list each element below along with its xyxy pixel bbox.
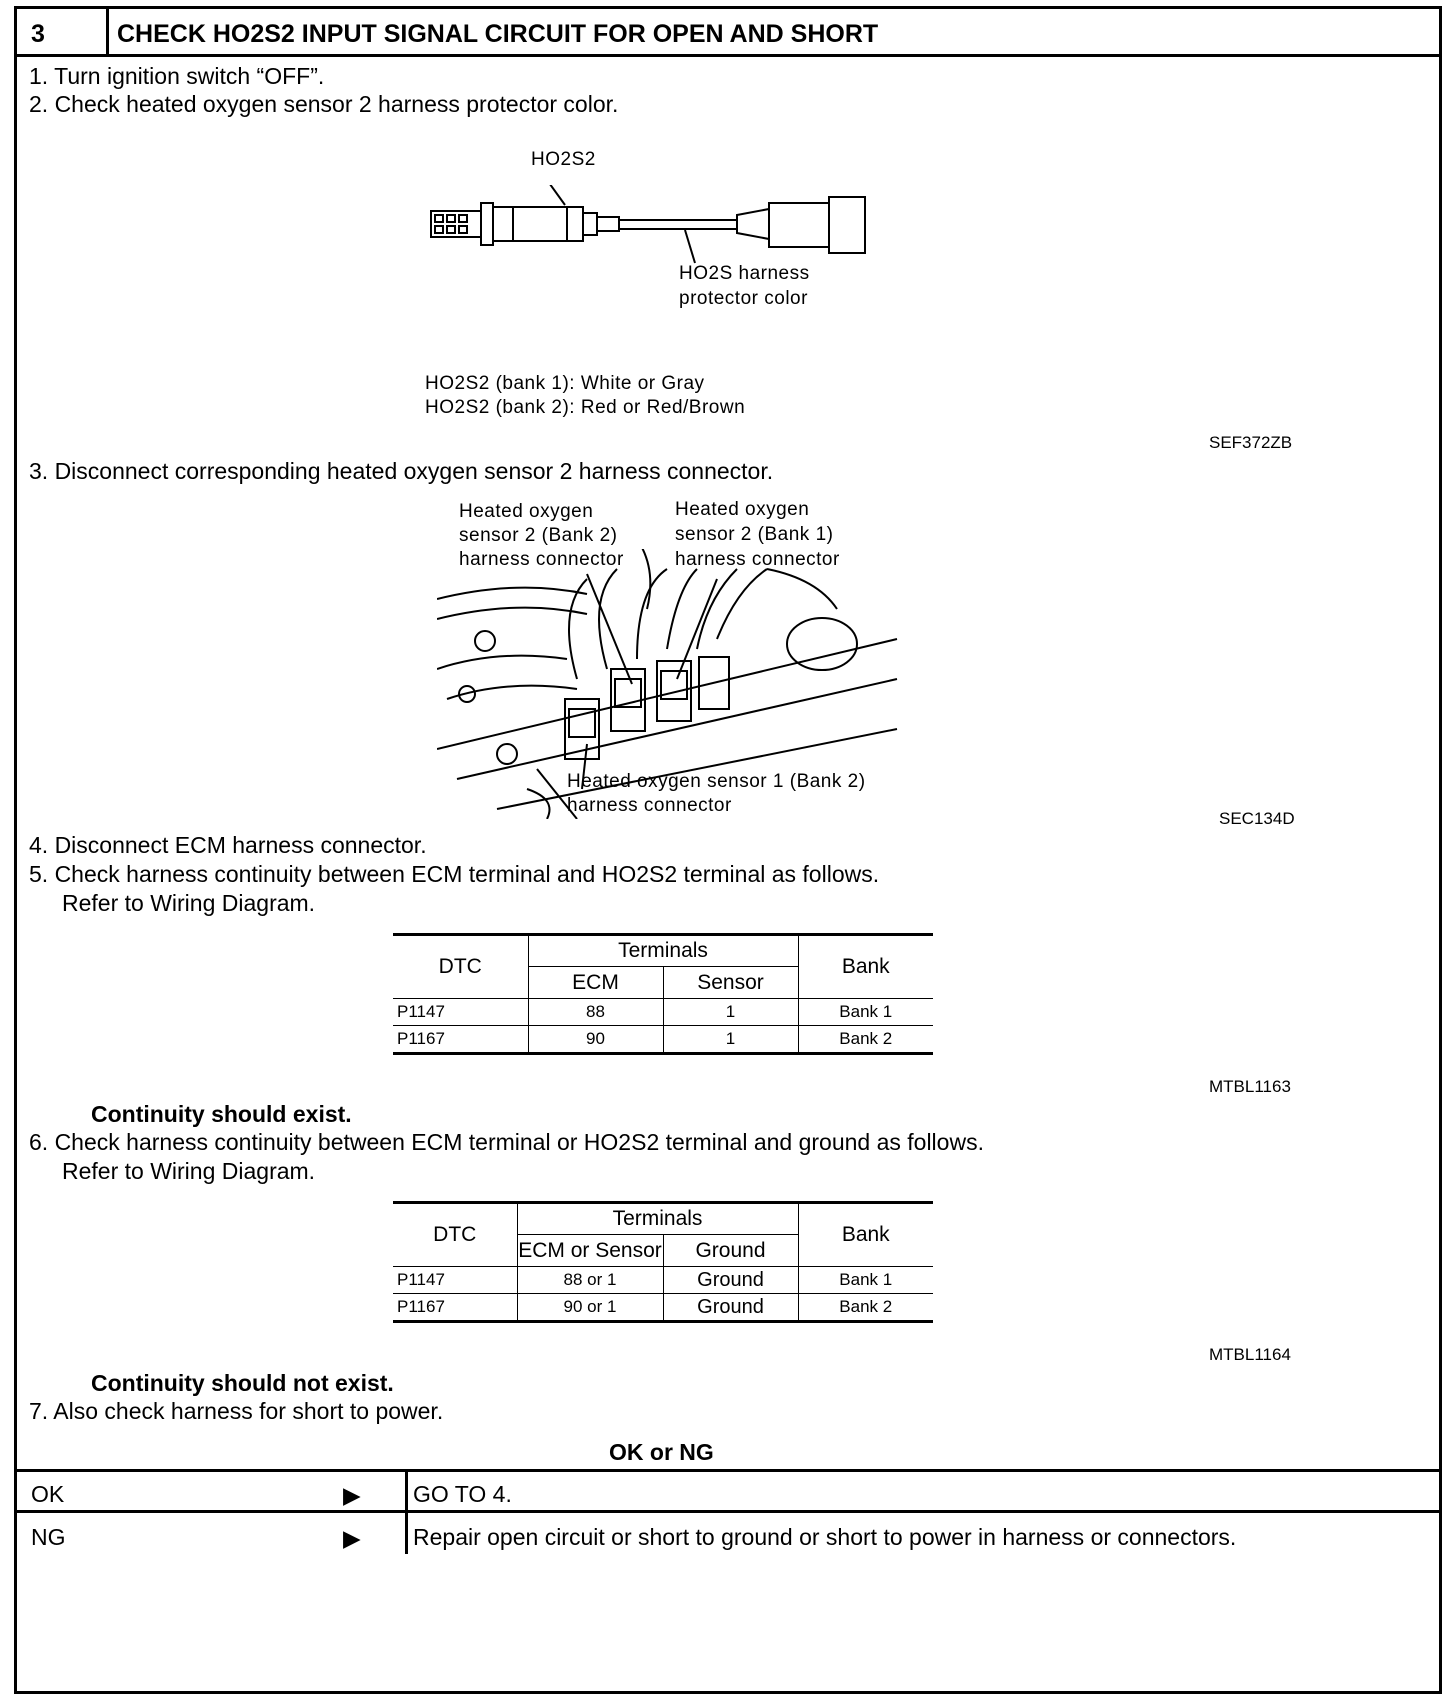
label-ho2s1-bank2-b: harness connector — [567, 795, 732, 816]
t1-header-sensor: Sensor — [663, 967, 798, 999]
table-ref-mtbl1163: MTBL1163 — [1209, 1077, 1291, 1096]
t2-bank: Bank 1 — [798, 1267, 933, 1294]
label-ho2s2-bank1-c: harness connector — [675, 549, 840, 570]
t1-bank: Bank 1 — [798, 999, 933, 1026]
table-row — [393, 1294, 933, 1322]
result-row-ng — [17, 1510, 1439, 1554]
label-harness-protector-2: protector color — [679, 288, 808, 309]
bank1-color: HO2S2 (bank 1): White or Gray — [425, 373, 705, 394]
ok-or-ng-heading: OK or NG — [609, 1439, 714, 1465]
label-ho2s2: HO2S2 — [531, 149, 596, 170]
continuity-table-1 — [393, 933, 933, 1055]
t2-bank: Bank 2 — [798, 1294, 933, 1322]
arrow-right-icon: ▶ — [343, 1482, 361, 1508]
column-divider — [405, 1513, 408, 1554]
step-5: 5. Check harness continuity between ECM terminal and HO2S2 terminal as follows. — [29, 861, 880, 887]
result-row-ok — [17, 1469, 1439, 1510]
t2-header-ecm-or-sensor: ECM or Sensor — [517, 1235, 663, 1267]
step-2: 2. Check heated oxygen sensor 2 harness protector color. — [29, 91, 619, 117]
t2-header-terminals: Terminals — [517, 1203, 798, 1235]
step-number: 3 — [17, 9, 109, 54]
t1-ecm: 90 — [528, 1026, 663, 1054]
t1-ecm: 88 — [528, 999, 663, 1026]
ho2s2-sensor-drawing — [417, 185, 877, 265]
t2-ground: Ground — [663, 1267, 798, 1294]
table-row — [393, 1267, 933, 1294]
t1-sensor: 1 — [663, 1026, 798, 1054]
t1-header-dtc: DTC — [393, 935, 528, 999]
label-ho2s2-bank2-c: harness connector — [459, 549, 624, 570]
step-title: CHECK HO2S2 INPUT SIGNAL CIRCUIT FOR OPEN AND SHORT — [117, 20, 879, 48]
step-header — [17, 9, 1439, 57]
t2-dtc: P1147 — [393, 1267, 517, 1294]
t2-ground: Ground — [663, 1294, 798, 1322]
label-ho2s2-bank1-a: Heated oxygen — [675, 499, 810, 520]
t2-header-ground: Ground — [663, 1235, 798, 1267]
result-continuity-not-exist: Continuity should not exist. — [91, 1370, 394, 1396]
result-label-ng: NG — [31, 1524, 66, 1550]
result-label-ok: OK — [31, 1481, 65, 1507]
figure-ref-sef372zb: SEF372ZB — [1209, 433, 1293, 452]
t2-ecm-or-sensor: 90 or 1 — [517, 1294, 663, 1322]
t2-ecm-or-sensor: 88 or 1 — [517, 1267, 663, 1294]
label-ho2s2-bank2-a: Heated oxygen — [459, 501, 594, 522]
t2-header-bank: Bank — [798, 1203, 933, 1267]
result-action-ok: GO TO 4. — [413, 1481, 512, 1507]
step-1: 1. Turn ignition switch “OFF”. — [29, 63, 325, 89]
t1-header-terminals: Terminals — [528, 935, 798, 967]
bank2-color: HO2S2 (bank 2): Red or Red/Brown — [425, 397, 746, 418]
t1-dtc: P1167 — [393, 1026, 528, 1054]
refer-wiring-2: Refer to Wiring Diagram. — [62, 1158, 316, 1184]
table-row — [393, 1026, 933, 1054]
table-ref-mtbl1164: MTBL1164 — [1209, 1345, 1291, 1364]
t1-bank: Bank 2 — [798, 1026, 933, 1054]
label-ho2s2-bank2-b: sensor 2 (Bank 2) — [459, 525, 618, 546]
label-ho2s2-bank1-b: sensor 2 (Bank 1) — [675, 524, 834, 545]
refer-wiring-1: Refer to Wiring Diagram. — [62, 890, 316, 916]
step-4: 4. Disconnect ECM harness connector. — [29, 832, 427, 858]
t2-header-dtc: DTC — [393, 1203, 517, 1267]
arrow-right-icon: ▶ — [343, 1525, 361, 1551]
label-ho2s1-bank2-a: Heated oxygen sensor 1 (Bank 2) — [567, 771, 866, 792]
step-3: 3. Disconnect corresponding heated oxygen sensor 2 harness connector. — [29, 458, 774, 484]
label-harness-protector-1: HO2S harness — [679, 263, 810, 284]
result-continuity-exist: Continuity should exist. — [91, 1101, 352, 1127]
table-row — [393, 999, 933, 1026]
t1-dtc: P1147 — [393, 999, 528, 1026]
step-7: 7. Also check harness for short to power. — [29, 1398, 444, 1424]
continuity-table-2 — [393, 1201, 933, 1323]
t1-sensor: 1 — [663, 999, 798, 1026]
result-action-ng: Repair open circuit or short to ground or short to power in harness or connectors. — [413, 1524, 1237, 1550]
figure-ref-sec134d: SEC134D — [1219, 809, 1295, 828]
t1-header-ecm: ECM — [528, 967, 663, 999]
step-6: 6. Check harness continuity between ECM terminal or HO2S2 terminal and ground as follows. — [29, 1129, 984, 1155]
column-divider — [405, 1472, 408, 1510]
procedure-frame — [14, 6, 1442, 1694]
t2-dtc: P1167 — [393, 1294, 517, 1322]
t1-header-bank: Bank — [798, 935, 933, 999]
